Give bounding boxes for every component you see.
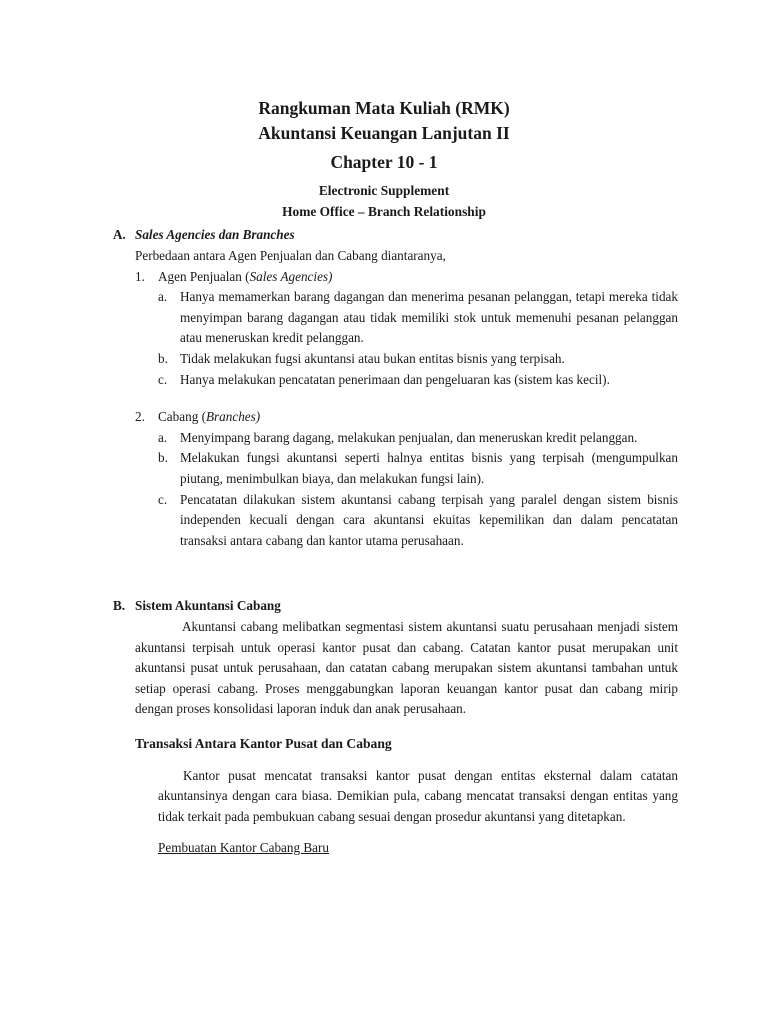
section-title: Sales Agencies dan Branches	[135, 227, 295, 242]
supplement-subtitle: Electronic Supplement	[318, 182, 450, 198]
item-number: 1.	[135, 268, 145, 284]
document-header	[0, 96, 768, 222]
sub-item-text: Menyimpang barang dagang, melakukan penjualan, dan meneruskan kredit pelanggan.	[180, 429, 638, 445]
sub-item	[113, 370, 678, 391]
section-title: Sistem Akuntansi Cabang	[135, 598, 281, 613]
section-b-heading	[113, 596, 678, 617]
course-title: Rangkuman Mata Kuliah (RMK)	[258, 98, 510, 118]
section-a-heading	[113, 225, 678, 246]
sub-item-text: Pencatatan dilakukan sistem akuntansi cabang terpisah yang paralel dengan sistem bisnis independen kecuali dengan cara akuntansi ekuitas kepemilikan dan dalam pencatatan transaksi antara cabang dan kantor utama perusahaan.	[180, 491, 678, 548]
sub-item-text: Hanya memamerkan barang dagangan dan menerima pesanan pelanggan, tetapi mereka tidak menyimpan barang dagangan atau tidak memiliki stok untuk memenuhi pesanan pelanggan atau meneruskan kredit pelanggan.	[180, 289, 678, 346]
sub-item-marker: b.	[158, 450, 168, 466]
section-a-intro: Perbedaan antara Agen Penjualan dan Cabang diantaranya,	[135, 248, 446, 263]
sub-item	[113, 349, 678, 370]
section-a	[113, 225, 678, 551]
subject-title: Akuntansi Keuangan Lanjutan II	[258, 122, 510, 143]
item-label-italic: Branches)	[205, 409, 261, 425]
list-item-cabang	[113, 407, 678, 428]
sub-item	[113, 287, 678, 349]
relationship-subtitle: Home Office – Branch Relationship	[282, 203, 486, 219]
sub-item-text: Hanya melakukan pencatatan penerimaan dan pengeluaran kas (sistem kas kecil).	[180, 371, 610, 387]
section-letter: B.	[113, 598, 126, 613]
item-label: Cabang (	[158, 409, 206, 425]
sub-item-marker: a.	[158, 289, 168, 305]
sub-item-text: Tidak melakukan fugsi akuntansi atau bukan entitas bisnis yang terpisah.	[180, 350, 565, 366]
sub-item-marker: b.	[158, 350, 168, 366]
transaction-paragraph: Kantor pusat mencatat transaksi kantor pusat dengan entitas eksternal dalam catatan akuntansinya dengan cara biasa. Demikian pula, cabang mencatat transaksi dengan entitas yang tidak terkait pada pembukuan cabang sesuai dengan prosedur akuntansi yang ditetapkan.	[158, 767, 678, 824]
list-item-agen-penjualan	[113, 267, 678, 288]
sub-list-cabang	[113, 428, 678, 552]
item-label: Agen Penjualan (	[158, 268, 250, 284]
item-number: 2.	[135, 409, 145, 425]
transaction-subheading: Transaksi Antara Kantor Pusat dan Cabang	[135, 735, 392, 751]
chapter-title: Chapter 10 - 1	[330, 152, 438, 172]
spacer	[113, 390, 678, 407]
section-b-paragraph: Akuntansi cabang melibatkan segmentasi sistem akuntansi suatu perusahaan menjadi sistem akuntansi terpisah untuk operasi kantor pusat dan cabang. Catatan kantor pusat merupakan unit akuntansi pusat untuk perusahaan, dan catatan cabang merupakan sistem akuntansi tambahan untuk setiap operasi cabang. Proses menggabungkan laporan keuangan kantor pusat dan cabang mirip dengan proses konsolidasi laporan induk dan anak perusahaan.	[135, 619, 678, 717]
sub-item	[113, 428, 678, 449]
sub-list-agen	[113, 287, 678, 390]
new-branch-subheading: Pembuatan Kantor Cabang Baru	[158, 840, 330, 856]
item-label-italic: Sales Agencies)	[249, 268, 333, 284]
sub-item	[113, 448, 678, 489]
sub-item-marker: a.	[158, 429, 168, 445]
sub-item	[113, 490, 678, 552]
section-letter: A.	[113, 227, 126, 242]
section-b	[113, 596, 678, 859]
sub-item-text: Melakukan fungsi akuntansi seperti halnya entitas bisnis yang terpisah (mengumpulkan piutang, menimbulkan biaya, dan melakukan fungsi lain).	[180, 450, 678, 486]
sub-item-marker: c.	[158, 371, 168, 387]
sub-item-marker: c.	[158, 491, 168, 507]
